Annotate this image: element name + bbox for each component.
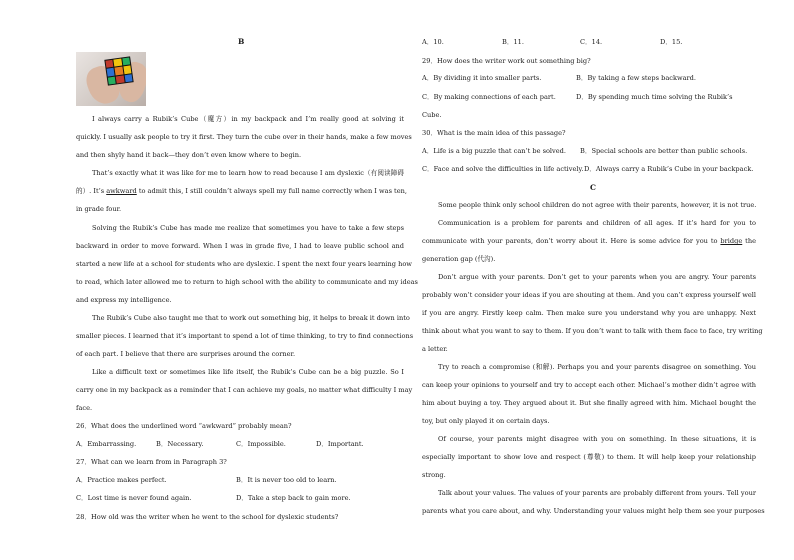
- q28-option-a[interactable]: A．10.: [422, 38, 444, 46]
- para-c6-line: parents what you care about, and why. Understanding your values might help them see your purposes: [422, 507, 765, 515]
- q26-option-c[interactable]: C．Impossible.: [236, 440, 286, 448]
- para-b2-line: That’s exactly what it was like for me to learn how to read because I am dyslexic（有阅读障碍: [92, 169, 404, 177]
- para-c4-line: can keep your opinions to yourself and try to accept each other. Michael’s mother didn’t agree with: [422, 381, 756, 389]
- q30-option-b[interactable]: B．Special schools are better than public schools.: [580, 147, 748, 155]
- question-28: 28．How old was the writer when he went to the school for dyslexic students?: [76, 513, 339, 521]
- para-c2-line: Communication is a problem for parents and children of all ages. If it’s hard for you to: [438, 219, 756, 227]
- q27-option-b[interactable]: B．It is never too old to learn.: [236, 476, 337, 484]
- para-b4-line: The Rubik’s Cube also taught me that to work out something big, it helps to break it down into: [92, 314, 410, 322]
- para-b3-line: and express my intelligence.: [76, 296, 172, 304]
- q29-option-c[interactable]: C．By making connections of each part.: [422, 93, 556, 101]
- q26-option-b[interactable]: B．Necessary.: [156, 440, 204, 448]
- section-c-heading: C: [590, 183, 596, 192]
- q26-option-d[interactable]: D．Important.: [316, 440, 364, 448]
- q30-option-c[interactable]: C．Face and solve the difficulties in life actively.: [422, 165, 584, 173]
- para-c3-line: Don’t argue with your parents. Don’t get to your parents when you are angry. Your parents: [438, 273, 756, 281]
- rubiks-cube-photo: [76, 52, 146, 106]
- q30-option-d[interactable]: D．Always carry a Rubik’s Cube in your backpack.: [584, 165, 754, 173]
- para-b1-line: quickly. I usually ask people to try it first. They turn the cube over in their hands, make a few moves: [76, 133, 412, 141]
- question-29: 29．How does the writer work out something big?: [422, 57, 591, 65]
- q29-option-b[interactable]: B．By taking a few steps backward.: [576, 74, 696, 82]
- para-b3-line: backward in order to move forward. When I was in grade five, I had to leave public school and: [76, 242, 404, 250]
- underlined-word: awkward: [106, 187, 137, 195]
- para-c3-line: a letter.: [422, 345, 448, 353]
- para-c3-line: if you are angry. Firstly keep calm. Then make sure you understand why you are unhappy. Next: [422, 309, 756, 317]
- q29-option-d-cont: Cube.: [422, 111, 442, 119]
- para-c2-line: communicate with your parents, don’t worry about it. Here is some advice for you to bridge the: [422, 237, 756, 245]
- para-b1-line: I always carry a Rubik’s Cube（魔方）in my backpack and I’m really good at solving it: [92, 115, 404, 123]
- para-b4-line: of each part. I believe that there are surprises around the corner.: [76, 350, 296, 358]
- para-b5-line: carry one in my backpack as a reminder that I can achieve my goals, no matter what difficulty I may: [76, 386, 413, 394]
- question-26: 26．What does the underlined word “awkward” probably mean?: [76, 422, 292, 430]
- question-27: 27．What can we learn from in Paragraph 3?: [76, 458, 227, 466]
- para-c1-line: Some people think only school children do not agree with their parents, however, it is not true.: [438, 201, 757, 209]
- q29-option-d[interactable]: D．By spending much time solving the Rubik’s: [576, 93, 733, 101]
- q30-option-a[interactable]: A．Life is a big puzzle that can’t be solved.: [422, 147, 566, 155]
- para-c3-line: probably won’t consider your ideas if you are shouting at them. And you can’t express yourself well: [422, 291, 756, 299]
- q27-option-c[interactable]: C．Lost time is never found again.: [76, 494, 192, 502]
- para-b5-line: face.: [76, 404, 93, 412]
- para-c5-line: especially important to show love and respect (尊敬) to them. It will help keep your relationship: [422, 453, 756, 461]
- q28-option-c[interactable]: C．14.: [580, 38, 603, 46]
- para-b3-line: Solving the Rubik’s Cube has made me realize that sometimes you have to take a few steps: [92, 224, 404, 232]
- para-b2-line: 的）. It’s awkward to admit this, I still couldn’t always spell my full name correctly when I was ten,: [76, 187, 407, 195]
- para-b1-line: and then shyly hand it back—they don’t even know where to begin.: [76, 151, 302, 159]
- q28-option-b[interactable]: B．11.: [502, 38, 524, 46]
- para-b3-line: to read, which later allowed me to return to high school with the ability to communicate and my ideas: [76, 278, 418, 286]
- para-b5-line: Like a difficult text or sometimes like life itself, the Rubik’s Cube can be a big puzzle. So I: [92, 368, 404, 376]
- para-c5-line: Of course, your parents might disagree with you on something. In these situations, it is: [438, 435, 756, 443]
- section-b-heading: B: [238, 37, 245, 46]
- question-30: 30．What is the main idea of this passage?: [422, 129, 566, 137]
- para-c4-line: toy, but only played it on certain days.: [422, 417, 550, 425]
- para-c5-line: strong.: [422, 471, 446, 479]
- para-b2-line: in grade four.: [76, 205, 122, 213]
- para-c4-line: Try to reach a compromise (和解). Perhaps you and your parents disagree on something. You: [438, 363, 756, 371]
- para-b3-line: started a new life at a school for students who are dyslexic. I spent the next four years learning how: [76, 260, 412, 268]
- para-c3-line: think about what you want to say to them. If you don’t want to talk with them face to face, try writing: [422, 327, 763, 335]
- rubiks-cube-icon: [104, 56, 133, 85]
- para-b4-line: smaller pieces. I learned that it’s important to spend a lot of time thinking, to try to find connections: [76, 332, 414, 340]
- underlined-word: bridge: [720, 237, 743, 245]
- q27-option-d[interactable]: D．Take a step back to gain more.: [236, 494, 351, 502]
- q28-option-d[interactable]: D．15.: [660, 38, 683, 46]
- para-c4-line: him about buying a toy. They argued about it. But she finally agreed with him. Michael bought the: [422, 399, 756, 407]
- para-c6-line: Talk about your values. The values of your parents are probably different from yours. Tell your: [438, 489, 756, 497]
- q26-option-a[interactable]: A．Embarrassing.: [76, 440, 137, 448]
- q29-option-a[interactable]: A．By dividing it into smaller parts.: [422, 74, 542, 82]
- para-c2-line: generation gap (代沟).: [422, 255, 496, 263]
- q27-option-a[interactable]: A．Practice makes perfect.: [76, 476, 167, 484]
